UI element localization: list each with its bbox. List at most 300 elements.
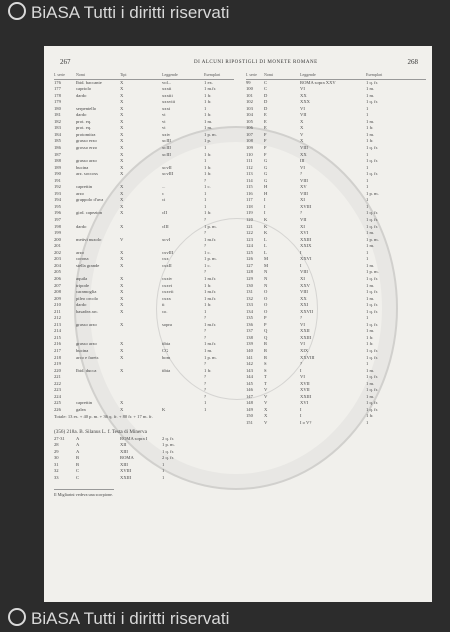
table-cell: 221 [54,374,61,380]
table-cell: 1 q. fr. [366,354,378,360]
table-cell: 134 [246,308,253,314]
table-cell: ROMA sopra XXV [300,79,336,85]
table-cell: XVII [300,380,310,386]
table-cell: G [264,171,268,177]
table-cell: XXIII [300,236,312,242]
table-cell: X [120,289,124,295]
table-cell: X [120,249,124,255]
table-cell: 1 q. fr. [366,302,378,308]
table-cell: 1 [366,184,369,190]
table-cell: bucina [76,347,89,353]
table-cell: X [120,308,124,314]
table-cell: 1 [366,249,369,255]
table-cell: tibia [162,367,171,373]
table-cell: 1 p. m. [366,269,379,275]
table-cell: I [300,413,302,419]
table-cell: VI [300,374,305,380]
table-cell: 208 [54,289,61,295]
table-cell: X [120,99,124,105]
table-cell: bom [162,354,171,360]
table-cell: ? [300,361,303,367]
table-cell: vol... [162,79,172,85]
table-cell: 1 m. [366,328,375,334]
totale-line: Totale: 13 es. + 40 p. m. + 36 q. fr. + 80 fr. + 17 m. fr. [54,414,153,420]
table-cell: Q [264,334,268,340]
table-cell: F [264,145,267,151]
table-cell: 148 [246,400,253,406]
table-cell: 1 m.fr. [204,341,217,347]
table-cell: capriolo [76,86,92,92]
table-cell: V [264,393,268,399]
table-cell: X [120,282,124,288]
table-cell: VII [300,112,307,118]
table-cell: X [120,164,124,170]
table-cell: X [120,105,124,111]
library-logo-icon [8,608,26,626]
table-cell: dardo [76,302,87,308]
table-cell: VI [300,86,305,92]
table-cell: 113 [246,171,253,177]
table-cell: 32 [54,468,59,474]
table-cell: O [264,295,268,301]
table-cell: N [264,275,268,281]
table-cell: 219 [54,361,61,367]
table-cell: XI [300,275,305,281]
library-logo-icon [8,2,26,20]
table-cell: X [120,275,124,281]
table-cell: 1 [366,105,369,111]
table-cell: xxxi [162,105,171,111]
table-cell: 127 [246,262,253,268]
table-cell: 142 [246,361,253,367]
table-cell: X [120,138,124,144]
table-cell: caramoglia [76,289,97,295]
table-cell: Ibid. ducca [76,367,97,373]
table-cell: X [120,79,124,85]
table-cell: 1 [366,197,369,203]
table-cell: 1 m. [366,243,375,249]
table-cell: K [162,406,166,412]
table-cell: 147 [246,393,253,399]
table-cell: 1 fr. [366,138,374,144]
table-cell: 120 [246,217,253,223]
table-cell: V [120,236,124,242]
table-cell: 122 [246,230,253,236]
table-cell: cxxvi [162,282,173,288]
table-cell: T [264,380,267,386]
table-cell: XVIII [300,203,312,209]
table-cell: ? [300,171,303,177]
table-cell: 126 [246,256,253,262]
table-cell: O [264,308,268,314]
table-cell: 110 [246,151,253,157]
table-cell: 181 [54,112,61,118]
table-cell: 182 [54,118,61,124]
table-cell: cxxiv [162,275,173,281]
table-cell: 123 [246,236,253,242]
table-cell: 1 m.fr. [204,295,217,301]
table-cell: basadea arc. [76,308,99,314]
table-cell: L [264,236,267,242]
table-cell: X [120,341,124,347]
table-cell: serpentello [76,105,97,111]
table-cell: XIX [300,347,309,353]
table-cell: 111 [246,158,253,164]
table-cell: X [120,131,124,137]
table-cell: X [120,125,124,131]
table-cell: 1 [366,177,369,183]
table-cell: X [264,413,268,419]
table-cell: X [120,184,124,190]
table-cell: XX [300,295,307,301]
table-cell: 1 m.fr. [204,275,217,281]
table-cell: 1 fr. [204,302,212,308]
table-cell: ? [204,243,207,249]
table-cell: 196 [54,210,61,216]
table-cell: O [264,302,268,308]
table-cell: 131 [246,289,253,295]
table-cell: 107 [246,131,253,137]
table-cell: ? [204,334,207,340]
table-cell: X [120,321,124,327]
table-cell: 184 [54,131,61,137]
table-cell: 104 [246,112,253,118]
table-cell: corona [76,256,89,262]
table-cell: caprettin [76,184,93,190]
table-cell: VIII [300,190,308,196]
table-cell: XXVI [300,256,312,262]
table-cell: VII [300,217,307,223]
table-cell: M [264,262,269,268]
table-cell: XIII [120,461,128,467]
table-cell: VIII [300,145,308,151]
table-cell: 133 [246,302,253,308]
table-cell: 150 [246,413,253,419]
table-cell: 1 p. m. [162,442,175,448]
table-cell: 100 [246,86,253,92]
table-cell: X [300,125,304,131]
table-cell: 1 fr. [204,92,212,98]
table-cell: K [264,217,268,223]
table-cell: 146 [246,387,253,393]
table-cell: XVII [300,387,310,393]
table-cell: 1 p. m. [204,131,217,137]
table-cell: 117 [246,197,253,203]
table-cell: F [264,138,267,144]
table-cell: X [120,145,124,151]
table-cell: S [264,367,267,373]
section-title: (356) 218a. B. Silanus L. f. Testa di Minerva [54,428,147,435]
table-cell: ? [204,361,207,367]
table-cell: 1 m. [366,295,375,301]
table-cell: grasso arzo [76,321,97,327]
table-cell: 1 m. [204,118,213,124]
table-cell: 1 [204,105,207,111]
table-cell: 216 [54,341,61,347]
table-cell: XXVIII [300,354,315,360]
table-cell: 27-31 [54,435,65,441]
table-cell: VI [300,321,305,327]
table-cell: 151 [246,419,253,425]
table-cell: V [300,131,304,137]
table-cell: XXX [300,99,310,105]
table-cell: 1 q. fr. [366,406,378,412]
table-cell: 1 p. m. [204,223,217,229]
table-cell: G [264,158,268,164]
table-cell: cxxx [162,295,171,301]
table-cell: 115 [246,184,253,190]
table-cell: 129 [246,275,253,281]
scanned-page [44,46,432,602]
table-cell: 132 [246,295,253,301]
table-cell: 212 [54,315,61,321]
table-cell: 30 [54,455,59,461]
table-cell: 139 [246,341,253,347]
table-cell: 1 [366,112,369,118]
table-cell: arco e faretr. [76,354,100,360]
table-cell: D [264,105,268,111]
table-cell: O [264,289,268,295]
table-cell: 202 [54,249,61,255]
table-cell: X [120,112,124,118]
table-cell: 222 [54,380,61,386]
table-cell: grappolo d'uva [76,197,104,203]
table-cell: stella grande [76,262,100,268]
table-cell: 1 [366,164,369,170]
table-cell: 1 [204,190,207,196]
table-cell: 193 [54,190,61,196]
table-cell: 1 m. [366,367,375,373]
table-cell: grasso erzo [76,138,97,144]
left-table-body [54,80,234,414]
table-cell: K [264,230,268,236]
table-cell: VI [300,105,305,111]
table-cell: VI [300,341,305,347]
right-column [246,72,426,427]
table-cell: 211 [54,308,61,314]
table-cell: 1 c. [204,184,211,190]
table-cell: 1 fr. [204,99,212,105]
table-cell: 192 [54,184,61,190]
table-cell: 1 fr. [366,341,374,347]
table-cell: ? [204,393,207,399]
table-cell: vi [162,118,166,124]
table-cell: 1 m. [366,131,375,137]
table-cell: X [120,158,124,164]
table-cell: 1 q. fr. [366,289,378,295]
table-cell: 135 [246,315,253,321]
table-cell: X [120,190,124,196]
table-cell: 199 [54,230,61,236]
table-cell: 1 m.fr. [204,321,217,327]
table-cell: XVIII [120,468,132,474]
table-cell: 1 [366,256,369,262]
table-cell: A [76,435,80,441]
table-cell: 195 [54,203,61,209]
table-cell: 225 [54,400,61,406]
table-cell: 179 [54,99,61,105]
table-cell: XXI [300,302,309,308]
table-cell: 2 q. fr. [162,455,174,461]
table-cell: 1 q. fr. [366,347,378,353]
table-cell: I [300,262,302,268]
section-table-body [54,436,234,482]
table-cell: M [264,256,269,262]
table-cell: ? [204,217,207,223]
table-cell: 1 q. fr. [366,210,378,216]
table-cell: 197 [54,217,61,223]
table-cell: K [264,223,268,229]
table-cell: X [120,118,124,124]
table-cell: 145 [246,380,253,386]
watermark-top [0,0,450,26]
table-cell: 188 [54,158,61,164]
table-cell: 1 [204,308,207,314]
table-cell: vi [162,112,166,118]
table-cell: xcIII [162,138,171,144]
table-cell: 201 [54,243,61,249]
table-cell: prot. eq. [76,125,92,131]
table-cell: P [264,321,267,327]
head-tipi: Tipi [120,72,127,77]
table-cell: 140 [246,347,253,353]
table-cell: C [264,86,268,92]
table-cell: 138 [246,334,253,340]
table-cell: ? [204,328,207,334]
table-cell: XI [300,223,305,229]
table-cell: 1 c. [204,262,211,268]
table-cell: Q [264,328,268,334]
table-cell: 143 [246,367,253,373]
table-cell: dardo [76,112,87,118]
table-cell: XVI [300,400,309,406]
table-cell: 1 p. m. [366,236,379,242]
table-cell: 1 [366,151,369,157]
table-cell: N [264,282,268,288]
table-cell: 28 [54,442,59,448]
table-cell: arz. soccoss [76,171,98,177]
table-cell: 144 [246,374,253,380]
table-cell: X [120,262,124,268]
table-cell: galea [76,406,86,412]
table-cell: 1 c. [204,249,211,255]
table-row [246,420,426,427]
table-cell: X [120,256,124,262]
table-cell: 1 [366,361,369,367]
table-cell: III [300,158,305,164]
table-cell: 1 p. m. [204,256,217,262]
table-cell: C [76,474,80,480]
table-cell: 1 m. [204,125,213,131]
table-cell: Ibid. baccante [76,79,102,85]
table-cell: T [264,374,267,380]
table-cell: 1 [204,158,207,164]
table-cell: ? [300,315,303,321]
table-cell: E [264,125,267,131]
watermark-bottom [0,606,450,632]
table-cell: I [300,406,302,412]
table-cell: xxxviii [162,99,176,105]
table-cell: X [120,197,124,203]
table-cell: 130 [246,282,253,288]
table-cell: 114 [246,177,253,183]
head-esemplari-right: Esemplari [366,72,383,77]
head-leggende-right: Leggende [300,72,316,77]
table-cell: xcvI [162,236,171,242]
table-cell: 214 [54,328,61,334]
table-cell: A [76,448,80,454]
table-cell: pileo orcolo [76,295,99,301]
table-cell: F [264,151,267,157]
table-cell: V [264,387,268,393]
table-cell: 1 fr. [366,125,374,131]
table-cell: I [300,367,302,373]
table-cell: dardo [76,223,87,229]
table-cell: 1 q. fr. [366,79,378,85]
table-cell: XXV [300,282,310,288]
table-cell: X [120,400,124,406]
table-cell: ROMA sopra I [120,435,148,441]
table-cell: aquila [76,275,88,281]
table-cell: C [264,79,268,85]
table-cell: sopra [162,321,172,327]
table-cell: 1 m. [366,282,375,288]
table-cell: 1 q. fr. [366,275,378,281]
table-cell: 128 [246,269,253,275]
table-cell: X [120,171,124,177]
table-cell: tripode [76,282,90,288]
table-cell: XIII [120,448,128,454]
table-cell: 1 m. [204,347,213,353]
table-cell: XXII [300,328,310,334]
table-cell: tibia [162,341,171,347]
page-number-right: 268 [407,58,418,66]
table-cell: 119 [246,210,253,216]
table-cell: 189 [54,164,61,170]
table-cell: protomitra [76,131,96,137]
table-cell: R [264,354,268,360]
watermark-bottom-text: BiASA Tutti i diritti riservati [31,609,230,628]
table-cell: 194 [54,197,61,203]
head-esemplari: Esemplari [204,72,221,77]
table-cell: I [264,210,266,216]
table-cell: 1 [366,203,369,209]
table-cell: xcvII [162,164,172,170]
table-cell: 1 m. [366,118,375,124]
table-cell: 1 q. fr. [366,321,378,327]
table-cell: L [264,249,267,255]
table-cell: X [120,92,124,98]
table-cell: 1 q. fr. [366,217,378,223]
table-cell: 2 q. fr. [162,435,174,441]
table-cell: B [76,461,80,467]
table-cell: 1 m. [366,230,375,236]
table-cell: bucina [76,164,89,170]
right-table-body [246,80,426,427]
table-cell: xxxiii [162,92,173,98]
table-cell: X [120,347,124,353]
table-cell: XX [300,92,307,98]
table-cell: caprettin [76,400,93,406]
table-cell: 1 q. fr. [366,99,378,105]
table-cell: 1 q. fr. [366,308,378,314]
head-serie: I. serie [54,72,65,77]
table-cell: 1 fr. [204,164,212,170]
table-cell: XV [300,184,307,190]
table-cell: 1 fr. [204,151,212,157]
table-cell: 99 [246,79,251,85]
table-cell: 1 [204,203,207,209]
